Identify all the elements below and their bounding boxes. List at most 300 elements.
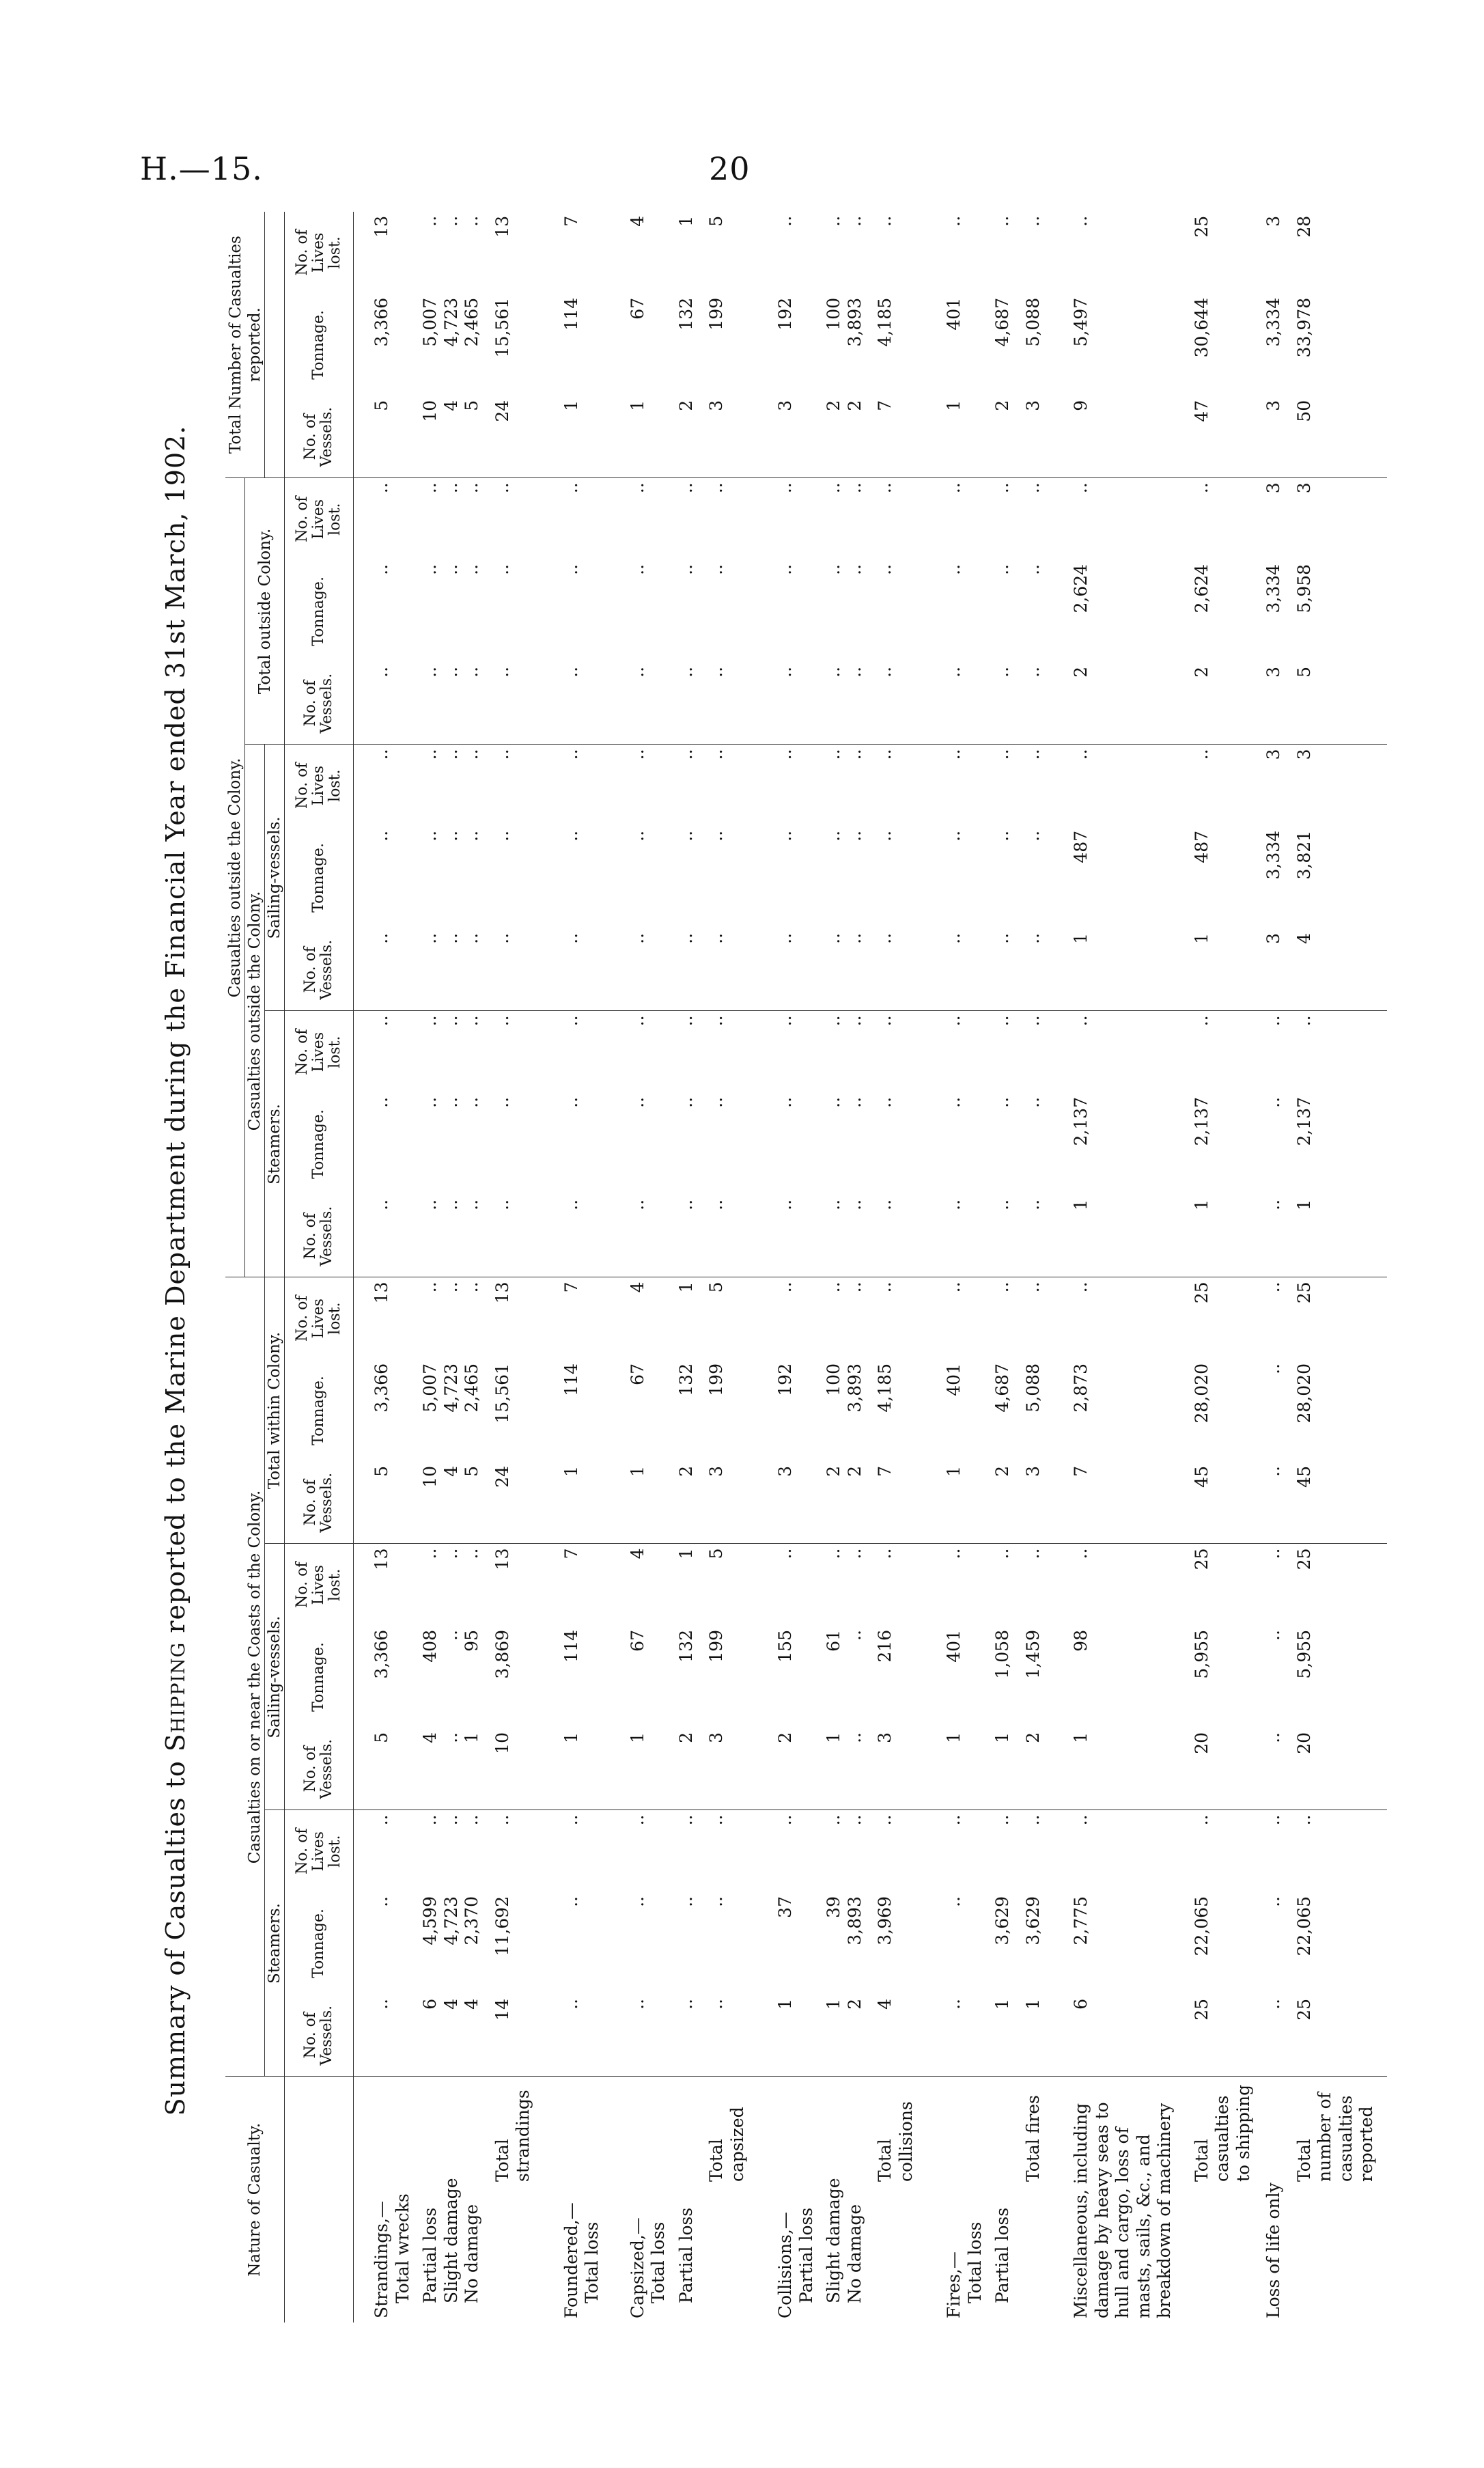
table-cell: ..: [824, 482, 844, 494]
table-cell: ..: [697, 929, 757, 1011]
table-cell: 487: [1071, 830, 1091, 863]
table-cell: 114: [561, 297, 581, 331]
table-cell: ..: [420, 215, 440, 227]
table-cell: ..: [561, 749, 581, 760]
loss-of-life-row: [1263, 212, 1285, 2323]
table-cell: ..: [944, 482, 964, 494]
table-cell: ..: [462, 749, 482, 760]
table-cell: ..: [845, 663, 866, 745]
table-cell: ..: [354, 1995, 421, 2077]
table-cell: 5,007: [420, 297, 440, 347]
column-header-tonnage: Tonnage.: [285, 294, 354, 396]
table-cell: ..: [420, 1281, 440, 1293]
table-cell: ..: [675, 1896, 696, 1907]
table-cell: 4,599: [420, 1896, 440, 1945]
table-cell: 3: [1293, 482, 1314, 494]
column-header-row: [285, 212, 354, 2323]
table-cell: ..: [675, 1096, 696, 1108]
table-cell: 3,366: [372, 1630, 392, 1679]
table-cell: ..: [1022, 1548, 1043, 1559]
table-cell: ..: [1263, 1630, 1284, 1641]
table-cell: ..: [440, 749, 461, 760]
column-header-vessels: No. of Vessels.: [285, 1195, 354, 1277]
table-cell: ..: [706, 1015, 727, 1027]
table-cell: 2: [757, 1728, 824, 1810]
table-cell: ..: [844, 1281, 865, 1293]
table-cell: ..: [675, 1015, 696, 1027]
column-header-vessels: No. of Vessels.: [285, 929, 354, 1011]
table-cell: 1: [824, 1995, 845, 2077]
table-cell: ..: [561, 830, 581, 842]
table-cell: 3,893: [844, 1363, 865, 1413]
table-cell: 3: [1263, 929, 1285, 1011]
table-cell: 10: [420, 396, 441, 478]
table-cell: 3: [865, 1728, 926, 1810]
table-cell: 6: [420, 1995, 441, 2077]
table-cell: ..: [944, 1548, 964, 1559]
table-cell: ..: [462, 564, 482, 575]
table-cell: ..: [1071, 749, 1091, 760]
row-label: Total fires: [1022, 2095, 1043, 2182]
table-cell: 47: [1182, 396, 1264, 478]
table-cell: 1: [462, 1728, 483, 1810]
table-cell: ..: [1022, 482, 1043, 494]
table-cell: 5,955: [1293, 1630, 1314, 1679]
table-cell: 7: [1053, 1462, 1182, 1544]
table-row: [676, 212, 697, 2323]
section-heading-capsized: Capsized,—: [627, 2217, 647, 2318]
table-cell: 5,955: [1191, 1630, 1212, 1679]
table-cell: ..: [775, 1015, 796, 1027]
table-cell: 1: [992, 1995, 1013, 2077]
table-cell: ..: [440, 830, 461, 842]
table-cell: 114: [561, 1363, 581, 1396]
table-cell: ..: [462, 1096, 482, 1108]
table-cell: 3: [1013, 396, 1054, 478]
table-cell: ..: [824, 929, 845, 1011]
table-cell: ..: [992, 749, 1013, 760]
table-cell: ..: [676, 1995, 697, 2077]
table-cell: ..: [706, 564, 727, 575]
table-cell: 2,465: [462, 1363, 482, 1413]
table-cell: ..: [992, 1015, 1013, 1027]
table-cell: 2: [676, 396, 697, 478]
table-cell: 3,334: [1263, 830, 1284, 880]
table-cell: ..: [824, 564, 844, 575]
table-cell: 5: [462, 396, 483, 478]
table-cell: 3: [757, 1462, 824, 1544]
total-row: [1013, 212, 1054, 2323]
row-label-cell: [926, 2077, 992, 2323]
table-cell: ..: [627, 749, 647, 760]
table-cell: 15,561: [492, 1363, 512, 1424]
table-cell: 5: [1285, 663, 1387, 745]
table-cell: 1: [544, 1462, 610, 1544]
table-cell: 10: [420, 1462, 441, 1544]
column-header-tonnage: Tonnage.: [285, 560, 354, 663]
table-cell: ..: [757, 663, 824, 745]
table-cell: 1: [757, 1995, 824, 2077]
table-cell: ..: [875, 215, 895, 227]
row-label-cell: [462, 2077, 483, 2323]
table-cell: 401: [944, 297, 964, 331]
table-cell: 3,893: [844, 297, 865, 347]
table-cell: ..: [706, 830, 727, 842]
row-label: Total casualties to shipping: [1191, 2084, 1253, 2182]
column-header-tonnage: Tonnage.: [285, 827, 354, 929]
total-reported-header: Total Number of Casualties reported.: [225, 212, 265, 478]
table-cell: ..: [610, 929, 676, 1011]
table-cell: 5,007: [420, 1363, 440, 1413]
table-cell: ..: [462, 215, 482, 227]
table-cell: ..: [462, 1195, 483, 1277]
table-cell: ..: [944, 1281, 964, 1293]
table-cell: ..: [372, 482, 392, 494]
table-cell: ..: [1191, 1814, 1212, 1826]
table-cell: ..: [944, 830, 964, 842]
table-cell: 3: [697, 1462, 757, 1544]
table-cell: 15,561: [492, 297, 512, 358]
table-cell: ..: [1263, 1015, 1284, 1027]
table-cell: ..: [440, 564, 461, 575]
table-title: [160, 219, 191, 2323]
table-cell: ..: [1191, 1015, 1212, 1027]
table-cell: ..: [775, 482, 796, 494]
table-cell: ..: [706, 1814, 727, 1826]
table-cell: ..: [1263, 1462, 1285, 1544]
table-cell: ..: [875, 564, 895, 575]
table-cell: 45: [1285, 1462, 1387, 1544]
table-cell: ..: [1022, 1015, 1043, 1027]
table-cell: ..: [372, 1896, 392, 1907]
total-reported-subheader: [265, 212, 285, 478]
table-cell: 1: [675, 1281, 696, 1293]
table-cell: ..: [865, 929, 926, 1011]
table-cell: ..: [844, 482, 865, 494]
table-cell: ..: [775, 1548, 796, 1559]
table-cell: ..: [844, 1630, 865, 1641]
table-cell: 4,687: [992, 297, 1013, 347]
table-cell: ..: [544, 929, 610, 1011]
table-cell: ..: [845, 1728, 866, 1810]
table-cell: 114: [561, 1630, 581, 1663]
table-cell: ..: [1013, 929, 1054, 1011]
table-cell: ..: [441, 1728, 462, 1810]
table-cell: 3: [1263, 749, 1284, 760]
table-cell: ..: [1071, 1015, 1091, 1027]
table-cell: ..: [675, 830, 696, 842]
table-cell: 1: [1182, 929, 1264, 1011]
table-cell: ..: [1191, 749, 1212, 760]
table-cell: ..: [824, 1814, 844, 1826]
table-cell: ..: [462, 830, 482, 842]
table-cell: 7: [561, 215, 581, 227]
table-cell: ..: [354, 929, 421, 1011]
row-label-cell: [420, 2077, 441, 2323]
table-cell: 1: [1053, 1728, 1182, 1810]
table-cell: 100: [824, 297, 844, 331]
total-within-header: Total within Colony.: [265, 1277, 285, 1544]
outside-steamers-header: Steamers.: [265, 1011, 285, 1277]
table-cell: 67: [627, 297, 647, 320]
table-cell: ..: [483, 929, 544, 1011]
table-cell: 1: [926, 396, 992, 478]
table-cell: ..: [462, 482, 482, 494]
table-cell: 2: [845, 396, 866, 478]
section-heading-strandings: Strandings,—: [372, 2200, 392, 2318]
table-cell: ..: [675, 482, 696, 494]
row-label-cell: [824, 2077, 845, 2323]
table-cell: 2: [845, 1462, 866, 1544]
table-cell: ..: [462, 1814, 482, 1826]
table-cell: ..: [1263, 1363, 1284, 1374]
table-cell: 4: [865, 1995, 926, 2077]
table-cell: 25: [1191, 1281, 1212, 1304]
table-cell: 216: [875, 1630, 895, 1663]
table-cell: ..: [775, 215, 796, 227]
table-cell: ..: [420, 929, 441, 1011]
table-cell: 20: [1182, 1728, 1264, 1810]
table-cell: ..: [824, 1015, 844, 1027]
table-cell: ..: [1071, 482, 1091, 494]
row-label-cell: [865, 2077, 926, 2323]
row-label-cell: [483, 2077, 544, 2323]
table-cell: 4,723: [440, 1363, 461, 1413]
column-header-vessels: No. of Vessels.: [285, 396, 354, 478]
table-cell: ..: [544, 1995, 610, 2077]
table-cell: ..: [1263, 1096, 1284, 1108]
table-cell: ..: [420, 564, 440, 575]
table-cell: ..: [354, 1195, 421, 1277]
column-header-lives: No. of Lives lost.: [285, 1544, 354, 1626]
column-header-vessels: No. of Vessels.: [285, 1462, 354, 1544]
table-cell: ..: [561, 564, 581, 575]
table-cell: ..: [561, 482, 581, 494]
table-cell: ..: [610, 663, 676, 745]
table-cell: 2,137: [1191, 1096, 1212, 1146]
table-cell: ..: [944, 1096, 964, 1108]
table-cell: 2: [1013, 1728, 1054, 1810]
table-cell: ..: [1071, 1281, 1091, 1293]
table-cell: 11,692: [492, 1896, 512, 1956]
table-cell: 1: [1182, 1195, 1264, 1277]
section-heading-fires: Fires,—: [944, 2251, 964, 2318]
table-cell: ..: [372, 1096, 392, 1108]
total-row: [697, 212, 757, 2323]
table-cell: ..: [676, 663, 697, 745]
table-cell: ..: [561, 1896, 581, 1907]
table-cell: 24: [483, 396, 544, 478]
table-cell: 2: [676, 1462, 697, 1544]
column-header-lives: No. of Lives lost.: [285, 745, 354, 827]
spacer-header: [225, 1277, 245, 2077]
row-label-cell: [845, 2077, 866, 2323]
table-cell: ..: [492, 482, 512, 494]
table-cell: ..: [706, 1896, 727, 1907]
table-cell: ..: [1263, 1548, 1284, 1559]
table-cell: 2: [1182, 663, 1264, 745]
table-cell: 10: [483, 1728, 544, 1810]
table-cell: ..: [675, 564, 696, 575]
table-cell: 4,687: [992, 1363, 1013, 1413]
table-cell: 39: [824, 1896, 844, 1918]
table-cell: ..: [775, 830, 796, 842]
table-cell: 1: [926, 1462, 992, 1544]
table-cell: ..: [420, 1096, 440, 1108]
table-cell: ..: [697, 1995, 757, 2077]
table-cell: 401: [944, 1363, 964, 1396]
row-label: Partial loss: [675, 2207, 696, 2303]
near-steamers-header: Steamers.: [265, 1810, 285, 2077]
table-cell: ..: [440, 1548, 461, 1559]
row-label: Total number of casualties reported: [1293, 2092, 1377, 2182]
table-cell: ..: [824, 215, 844, 227]
table-cell: ..: [627, 1814, 647, 1826]
table-row: [1053, 212, 1182, 2323]
outside-sailing-header: Sailing-vessels.: [265, 745, 285, 1011]
table-cell: ..: [627, 482, 647, 494]
table-cell: 4: [627, 1548, 647, 1559]
table-cell: ..: [441, 929, 462, 1011]
table-cell: 24: [483, 1462, 544, 1544]
table-cell: 4: [462, 1995, 483, 2077]
row-label: Total loss: [582, 2221, 602, 2303]
table-cell: 3: [757, 396, 824, 478]
table-cell: 5,088: [1022, 1363, 1043, 1413]
table-cell: ..: [675, 1814, 696, 1826]
table-cell: 3,629: [1022, 1896, 1043, 1945]
table-cell: 1: [1285, 1195, 1387, 1277]
row-label: No damage: [844, 2204, 865, 2303]
section-heading-foundered: Foundered,—: [561, 2202, 581, 2318]
table-cell: ..: [844, 215, 865, 227]
table-cell: ..: [462, 1548, 482, 1559]
table-cell: ..: [420, 1814, 440, 1826]
table-cell: 5: [706, 1281, 727, 1293]
table-cell: ..: [992, 482, 1013, 494]
table-cell: 3,334: [1263, 297, 1284, 347]
table-cell: ..: [1263, 1995, 1285, 2077]
total-shipping-row: [1182, 212, 1264, 2323]
table-cell: 192: [775, 297, 796, 331]
table-cell: ..: [1022, 1814, 1043, 1826]
table-cell: 25: [1182, 1995, 1264, 2077]
table-cell: ..: [824, 663, 845, 745]
table-cell: 3,366: [372, 1363, 392, 1413]
table-cell: ..: [627, 1015, 647, 1027]
table-cell: ..: [824, 749, 844, 760]
table-cell: ..: [483, 663, 544, 745]
table-cell: ..: [1263, 1814, 1284, 1826]
table-cell: 3: [1263, 396, 1285, 478]
table-cell: 13: [492, 215, 512, 238]
table-cell: ..: [844, 749, 865, 760]
table-cell: ..: [1263, 1195, 1285, 1277]
table-cell: 3: [1013, 1462, 1054, 1544]
table-cell: 7: [865, 1462, 926, 1544]
table-cell: ..: [697, 663, 757, 745]
table-cell: ..: [420, 749, 440, 760]
table-cell: 192: [775, 1363, 796, 1396]
table-cell: ..: [944, 1015, 964, 1027]
row-label-cell: [1182, 2077, 1264, 2323]
table-cell: ..: [1191, 482, 1212, 494]
table-cell: 1: [675, 1548, 696, 1559]
table-cell: 2,465: [462, 297, 482, 347]
table-cell: 1: [992, 1728, 1013, 1810]
table-cell: ..: [775, 1814, 796, 1826]
table-cell: 1: [1013, 1995, 1054, 2077]
table-cell: ..: [440, 482, 461, 494]
near-coast-header: Casualties on or near the Coasts of the Colony.: [245, 1277, 265, 2077]
table-cell: ..: [420, 1548, 440, 1559]
table-cell: 14: [483, 1995, 544, 2077]
table-cell: ..: [775, 564, 796, 575]
table-cell: ..: [757, 1195, 824, 1277]
table-cell: 30,644: [1191, 297, 1212, 358]
table-cell: ..: [372, 1814, 392, 1826]
table-cell: ..: [1022, 1281, 1043, 1293]
total-row: [483, 212, 544, 2323]
row-label: Total loss: [648, 2221, 669, 2303]
table-cell: ..: [610, 1195, 676, 1277]
table-cell: ..: [1071, 1548, 1091, 1559]
table-cell: ..: [627, 1896, 647, 1907]
table-cell: ..: [1293, 1814, 1314, 1826]
table-cell: ..: [420, 1015, 440, 1027]
table-row: [845, 212, 866, 2323]
row-label-cell: [544, 2077, 610, 2323]
table-cell: 4: [627, 1281, 647, 1293]
table-cell: ..: [992, 1195, 1013, 1277]
table-cell: 37: [775, 1896, 796, 1918]
row-label-cell: [1053, 2077, 1182, 2323]
table-cell: 4: [420, 1728, 441, 1810]
table-cell: 1: [610, 1728, 676, 1810]
table-cell: ..: [992, 1281, 1013, 1293]
section-heading-collisions: Collisions,—: [775, 2212, 796, 2318]
table-cell: 5: [354, 1728, 421, 1810]
table-cell: 1: [610, 396, 676, 478]
table-cell: ..: [483, 1195, 544, 1277]
table-cell: ..: [462, 1281, 482, 1293]
table-cell: ..: [706, 1096, 727, 1108]
title-lead: Summary of Casualties to: [160, 1751, 191, 2116]
table-cell: 5,088: [1022, 297, 1043, 347]
table-row: [610, 212, 676, 2323]
table-cell: 5: [706, 1548, 727, 1559]
table-cell: 3: [697, 1728, 757, 1810]
table-cell: ..: [992, 830, 1013, 842]
table-cell: 1: [1053, 1195, 1182, 1277]
table-cell: ..: [420, 663, 441, 745]
table-cell: ..: [544, 663, 610, 745]
table-row: [544, 212, 610, 2323]
table-cell: 5,497: [1071, 297, 1091, 347]
table-cell: 5,958: [1293, 564, 1314, 613]
table-cell: 5: [462, 1462, 483, 1544]
table-cell: 2: [824, 396, 845, 478]
table-cell: ..: [865, 1195, 926, 1277]
table-cell: ..: [992, 1814, 1013, 1826]
table-cell: 33,978: [1293, 297, 1314, 358]
row-label: Loss of life only: [1263, 2182, 1284, 2318]
row-label: Partial loss: [420, 2207, 440, 2303]
table-row: [420, 212, 441, 2323]
table-cell: 28,020: [1293, 1363, 1314, 1424]
table-cell: 3: [697, 396, 757, 478]
table-cell: ..: [354, 663, 421, 745]
